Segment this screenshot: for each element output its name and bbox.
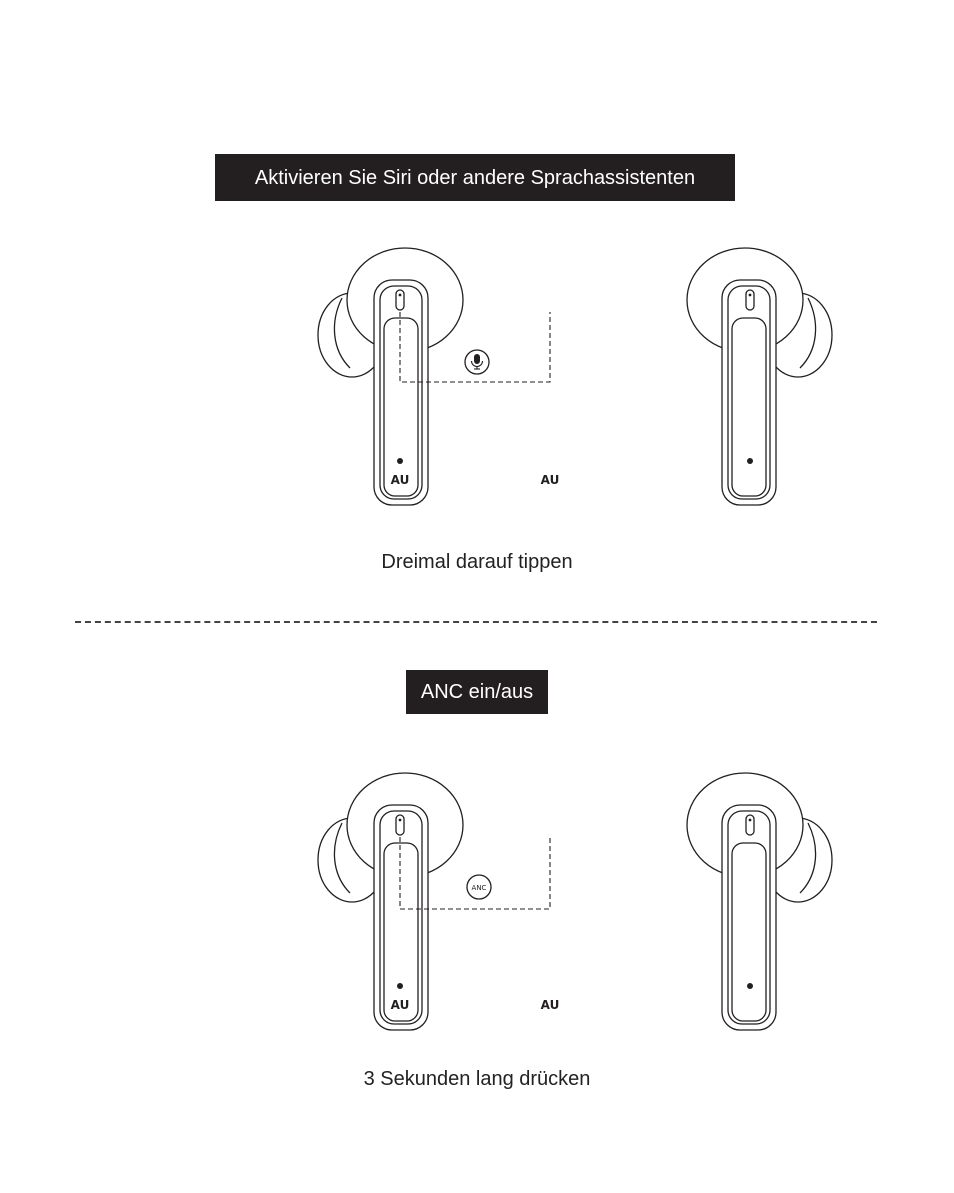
section-heading-anc [406, 670, 548, 714]
earbuds-hold-illustration [300, 765, 640, 1035]
anc-icon-label: ANC [471, 884, 487, 892]
brand-logo-icon [391, 473, 410, 487]
brand-logo-icon [541, 473, 560, 487]
right-earbud [687, 248, 832, 505]
section-divider [75, 621, 877, 623]
section-caption-siri: Dreimal darauf tippen [381, 551, 573, 573]
svg-text:AU: AU [390, 473, 410, 487]
right-earbud [687, 773, 832, 1030]
left-earbud [318, 773, 463, 1030]
brand-logo-icon [391, 998, 410, 1012]
earbuds-tap-illustration [300, 240, 640, 510]
section-heading-text: Aktivieren Sie Siri oder andere Sprachassistenten [254, 166, 696, 189]
section-caption-anc: 3 Sekunden lang drücken [363, 1068, 591, 1090]
svg-text:AU: AU [540, 473, 560, 487]
section-heading-text: ANC ein/aus [420, 681, 534, 703]
left-earbud [318, 248, 463, 505]
microphone-icon [465, 350, 489, 374]
svg-text:AU: AU [540, 998, 560, 1012]
section-heading-siri [215, 154, 735, 201]
brand-logo-icon [541, 998, 560, 1012]
svg-text:AU: AU [390, 998, 410, 1012]
